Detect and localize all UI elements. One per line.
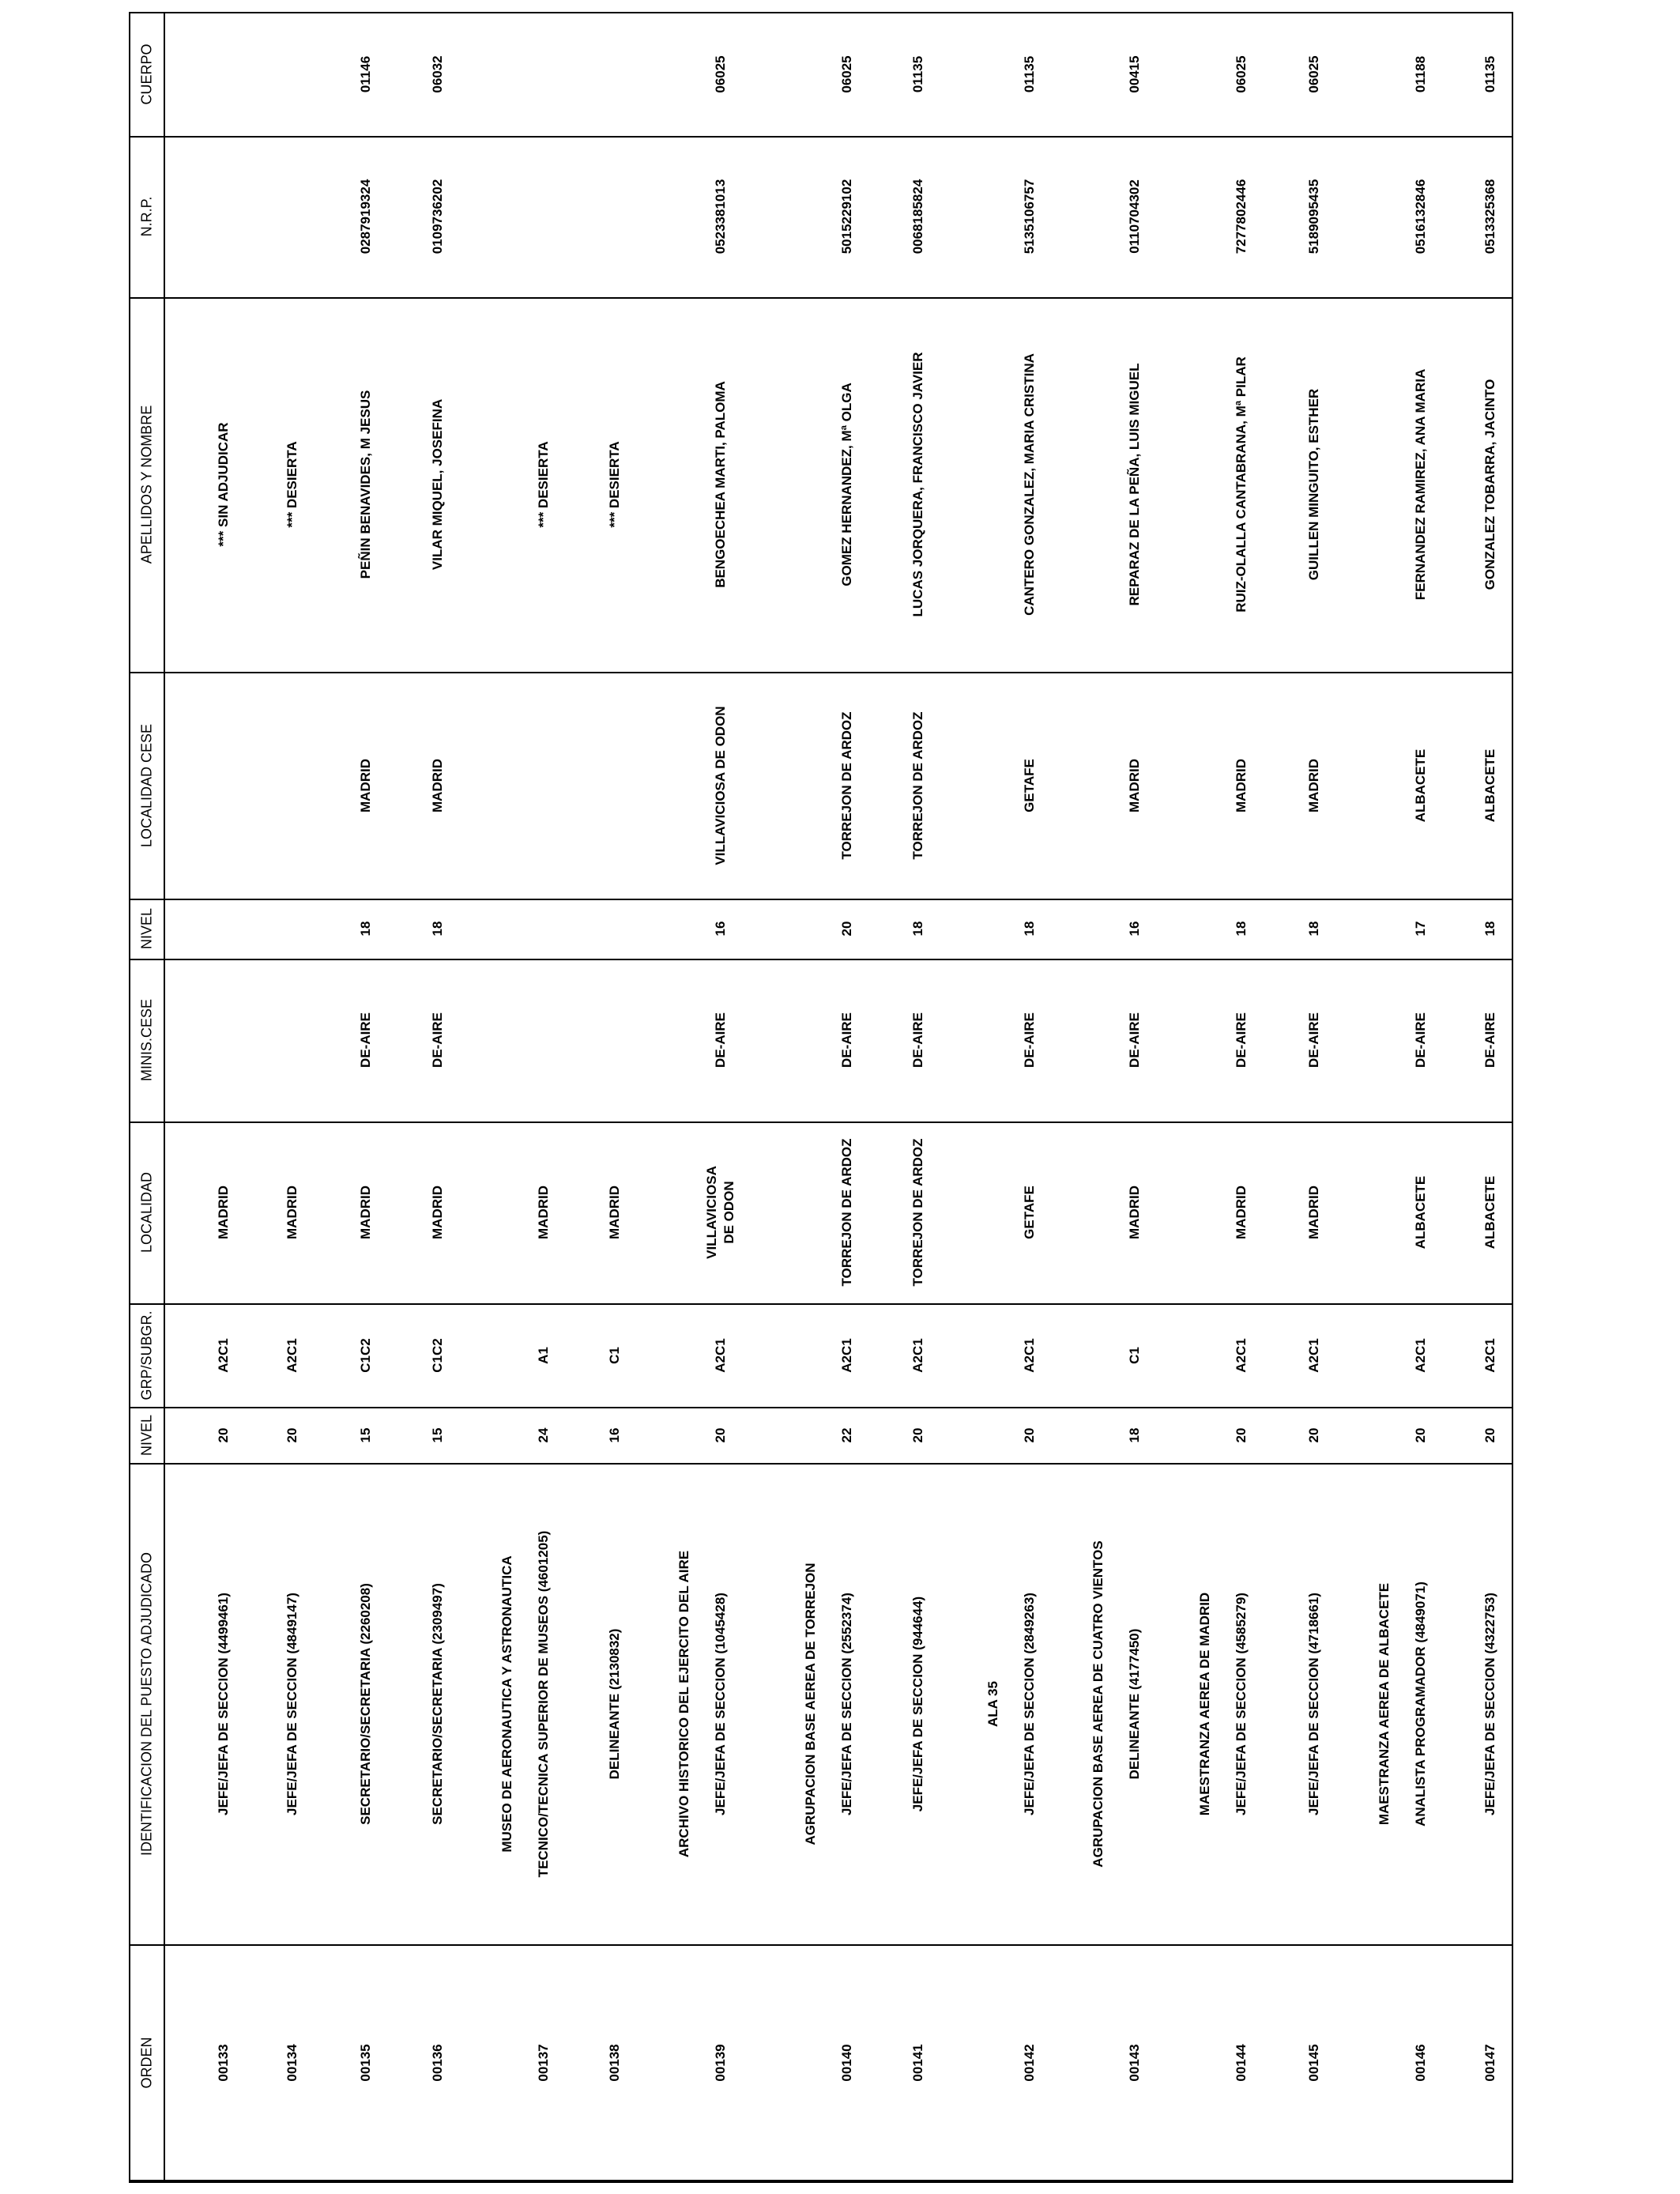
grid-line [129, 1407, 1513, 1408]
loc-cese: MADRID [1234, 758, 1249, 812]
loc-cese: MADRID [430, 758, 445, 812]
puesto: JEFE/JEFA DE SECCION (2552374) [839, 1592, 854, 1815]
loc-cese: MADRID [1306, 758, 1321, 812]
localidad: TORREJON DE ARDOZ [910, 1138, 925, 1287]
loc-cese: GETAFE [1022, 758, 1037, 812]
nrp: 0110704302 [1127, 179, 1142, 254]
cuerpo: 01135 [910, 55, 925, 92]
orden: 00140 [839, 2044, 854, 2082]
orden: 00135 [358, 2044, 373, 2082]
header-nrp: N.R.P. [138, 196, 155, 237]
apellidos: *** DESIERTA [536, 441, 551, 528]
header-apellidos: APELLIDOS Y NOMBRE [138, 405, 155, 564]
apellidos: VILAR MIQUEL, JOSEFINA [430, 398, 445, 571]
grp: A2C1 [713, 1337, 728, 1373]
nrp: 5015229102 [839, 179, 854, 254]
grp: A2C1 [1413, 1337, 1428, 1373]
nrp: 5135106757 [1022, 179, 1037, 254]
localidad: MADRID [536, 1186, 551, 1239]
localidad: GETAFE [1022, 1186, 1037, 1239]
header-cuerpo: CUERPO [138, 43, 155, 105]
cuerpo: 01135 [1482, 55, 1497, 92]
minis: DE-AIRE [1127, 1012, 1142, 1068]
cuerpo: 01146 [358, 55, 373, 92]
header-localidad: LOCALIDAD [138, 1171, 155, 1253]
nivel2: 18 [430, 921, 445, 937]
grid-line [129, 136, 1513, 138]
apellidos: GUILLEN MINGUITO, ESTHER [1306, 388, 1321, 581]
puesto: TECNICO/TECNICA SUPERIOR DE MUSEOS (4601205) [536, 1530, 551, 1877]
unit-name: MAESTRANZA AEREA DE ALBACETE [1377, 1582, 1392, 1825]
apellidos: PEÑIN BENAVIDES, M JESUS [358, 390, 373, 579]
nivel: 20 [910, 1427, 925, 1442]
orden: 00136 [430, 2044, 445, 2082]
header-loc_cese: LOCALIDAD CESE [138, 723, 155, 847]
nivel: 20 [1413, 1427, 1428, 1442]
localidad: ALBACETE [1482, 1175, 1497, 1250]
localidad: MADRID [1306, 1186, 1321, 1239]
header-nivel: NIVEL [138, 1414, 155, 1456]
orden: 00143 [1127, 2044, 1142, 2082]
header-separator [164, 12, 165, 2181]
localidad: MADRID [430, 1186, 445, 1239]
localidad: MADRID [284, 1186, 299, 1239]
puesto: JEFE/JEFA DE SECCION (2849263) [1022, 1592, 1037, 1815]
localidad: TORREJON DE ARDOZ [839, 1138, 854, 1287]
loc-cese: MADRID [1127, 758, 1142, 812]
header-grp: GRP/SUBGR. [138, 1310, 155, 1400]
grid-line [129, 899, 1513, 900]
nivel: 15 [430, 1427, 445, 1442]
localidad: MADRID [607, 1186, 622, 1239]
loc-cese: ALBACETE [1413, 748, 1428, 822]
nivel: 20 [1234, 1427, 1249, 1442]
grp: A2C1 [1306, 1337, 1321, 1373]
nrp: 0068185824 [910, 179, 925, 254]
nivel2: 18 [1306, 921, 1321, 937]
localidad: MADRID [358, 1186, 373, 1239]
nrp: 0516132846 [1413, 179, 1428, 254]
nivel2: 17 [1413, 921, 1428, 937]
nrp: 7277802446 [1234, 179, 1249, 254]
grp: A2C1 [1022, 1337, 1037, 1373]
grp: A2C1 [839, 1337, 854, 1373]
orden: 00134 [284, 2044, 299, 2082]
header-orden: ORDEN [138, 2037, 155, 2089]
puesto: JEFE/JEFA DE SECCION (944644) [910, 1596, 925, 1811]
cuerpo: 06025 [1234, 55, 1249, 93]
minis: DE-AIRE [839, 1012, 854, 1068]
orden: 00137 [536, 2044, 551, 2082]
puesto: JEFE/JEFA DE SECCION (4585279) [1234, 1592, 1249, 1815]
cuerpo: 06032 [430, 55, 445, 93]
puesto: DELINEANTE (4177450) [1127, 1628, 1142, 1779]
apellidos: FERNANDEZ RAMIREZ, ANA MARIA [1413, 368, 1428, 601]
cuerpo: 01188 [1413, 55, 1428, 92]
nivel: 16 [607, 1427, 622, 1442]
nivel2: 18 [1022, 921, 1037, 937]
minis: DE-AIRE [1234, 1012, 1249, 1068]
grp: C1C2 [430, 1337, 445, 1373]
table-frame [129, 12, 1513, 2181]
nivel2: 16 [713, 921, 728, 937]
unit-name: AGRUPACION BASE AEREA DE CUATRO VIENTOS [1090, 1540, 1106, 1868]
nivel: 22 [839, 1427, 854, 1442]
grid-line [129, 2181, 1513, 2183]
apellidos: LUCAS JORQUERA, FRANCISCO JAVIER [910, 352, 925, 617]
nivel: 20 [1482, 1427, 1497, 1442]
minis: DE-AIRE [1022, 1012, 1037, 1068]
puesto: DELINEANTE (2130832) [607, 1628, 622, 1779]
minis: DE-AIRE [713, 1012, 728, 1068]
header-nivel2: NIVEL [138, 907, 155, 950]
nrp: 0513325368 [1482, 179, 1497, 254]
grid-line [129, 672, 1513, 673]
nivel: 20 [1022, 1427, 1037, 1442]
minis: DE-AIRE [1413, 1012, 1428, 1068]
unit-name: MUSEO DE AERONAUTICA Y ASTRONAUTICA [499, 1555, 514, 1853]
loc-cese: TORREJON DE ARDOZ [910, 711, 925, 860]
grid-line [129, 1463, 1513, 1465]
grid-line [129, 959, 1513, 960]
grid-line [129, 1303, 1513, 1305]
nivel: 15 [358, 1427, 373, 1442]
nrp: 0523381013 [713, 179, 728, 254]
cuerpo: 06025 [1306, 55, 1321, 93]
cuerpo: 01135 [1022, 55, 1037, 92]
grp: A2C1 [1234, 1337, 1249, 1373]
cuerpo: 06025 [839, 55, 854, 93]
minis: DE-AIRE [358, 1012, 373, 1068]
nrp: 0287919324 [358, 179, 373, 254]
grid-line [129, 297, 1513, 299]
minis: DE-AIRE [430, 1012, 445, 1068]
grp: A2C1 [910, 1337, 925, 1373]
apellidos: *** DESIERTA [607, 441, 622, 528]
grp: A2C1 [216, 1337, 231, 1373]
apellidos: RUIZ-OLALLA CANTABRANA, Mª PILAR [1234, 356, 1249, 613]
nivel: 18 [1127, 1427, 1142, 1442]
nivel: 20 [713, 1427, 728, 1442]
nivel2: 18 [1482, 921, 1497, 937]
apellidos: GOMEZ HERNANDEZ, Mª OLGA [839, 383, 854, 586]
minis: DE-AIRE [1482, 1012, 1497, 1068]
grp: A2C1 [284, 1337, 299, 1373]
nivel2: 20 [839, 921, 854, 937]
localidad: MADRID [216, 1186, 231, 1239]
localidad: MADRID [1234, 1186, 1249, 1239]
apellidos: CANTERO GONZALEZ, MARIA CRISTINA [1022, 353, 1037, 616]
puesto: JEFE/JEFA DE SECCION (1045428) [713, 1592, 728, 1815]
nivel2: 18 [358, 921, 373, 937]
localidad: ALBACETE [1413, 1175, 1428, 1250]
orden: 00139 [713, 2044, 728, 2082]
minis: DE-AIRE [910, 1012, 925, 1068]
puesto: JEFE/JEFA DE SECCION (4499461) [216, 1592, 231, 1815]
nivel: 20 [216, 1427, 231, 1442]
orden: 00144 [1234, 2044, 1249, 2082]
cuerpo: 06025 [713, 55, 728, 93]
apellidos: BENGOECHEA MARTI, PALOMA [713, 381, 728, 588]
nivel: 20 [1306, 1427, 1321, 1442]
loc-cese: TORREJON DE ARDOZ [839, 711, 854, 860]
orden: 00142 [1022, 2044, 1037, 2082]
orden: 00146 [1413, 2044, 1428, 2082]
localidad: VILLAVICIOSA DE ODON [704, 1166, 736, 1259]
grp: A1 [536, 1346, 551, 1364]
puesto: JEFE/JEFA DE SECCION (4849147) [284, 1592, 299, 1815]
puesto: JEFE/JEFA DE SECCION (4322753) [1482, 1592, 1497, 1815]
grp: A2C1 [1482, 1337, 1497, 1373]
apellidos: REPARAZ DE LA PEÑA, LUIS MIGUEL [1127, 363, 1142, 606]
nivel: 24 [536, 1427, 551, 1442]
localidad: MADRID [1127, 1186, 1142, 1239]
puesto: SECRETARIO/SECRETARIA (2309497) [430, 1582, 445, 1825]
cuerpo: 00415 [1127, 55, 1142, 93]
nivel2: 18 [910, 921, 925, 937]
loc-cese: VILLAVICIOSA DE ODON [713, 705, 728, 865]
header-minis: MINIS.CESE [138, 998, 155, 1082]
nivel: 20 [284, 1427, 299, 1442]
grp: C1C2 [358, 1337, 373, 1373]
puesto: ANALISTA PROGRAMADOR (4849071) [1413, 1581, 1428, 1826]
orden: 00138 [607, 2044, 622, 2082]
minis: DE-AIRE [1306, 1012, 1321, 1068]
grid-line [129, 1122, 1513, 1123]
header-puesto: IDENTIFICACION DEL PUESTO ADJUDICADO [138, 1551, 155, 1856]
orden: 00145 [1306, 2044, 1321, 2082]
apellidos: GONZALEZ TOBARRA, JACINTO [1482, 379, 1497, 590]
nrp: 0109736202 [430, 179, 445, 254]
grp: C1 [1127, 1346, 1142, 1364]
grp: C1 [607, 1346, 622, 1364]
apellidos: *** SIN ADJUDICAR [216, 422, 231, 547]
loc-cese: ALBACETE [1482, 748, 1497, 822]
orden: 00141 [910, 2044, 925, 2082]
nivel2: 16 [1127, 921, 1142, 937]
unit-name: AGRUPACION BASE AEREA DE TORREJON [803, 1562, 818, 1845]
puesto: SECRETARIO/SECRETARIA (2260208) [358, 1582, 373, 1825]
unit-name: ARCHIVO HISTORICO DEL EJERCITO DEL AIRE [676, 1550, 691, 1857]
grid-line [129, 1944, 1513, 1946]
unit-name: ALA 35 [985, 1680, 1000, 1727]
orden: 00147 [1482, 2044, 1497, 2082]
loc-cese: MADRID [358, 758, 373, 812]
apellidos: *** DESIERTA [284, 441, 299, 528]
nivel2: 18 [1234, 921, 1249, 937]
orden: 00133 [216, 2044, 231, 2082]
unit-name: MAESTRANZA AEREA DE MADRID [1197, 1592, 1212, 1815]
nrp: 5189095435 [1306, 179, 1321, 254]
puesto: JEFE/JEFA DE SECCION (4718661) [1306, 1592, 1321, 1815]
